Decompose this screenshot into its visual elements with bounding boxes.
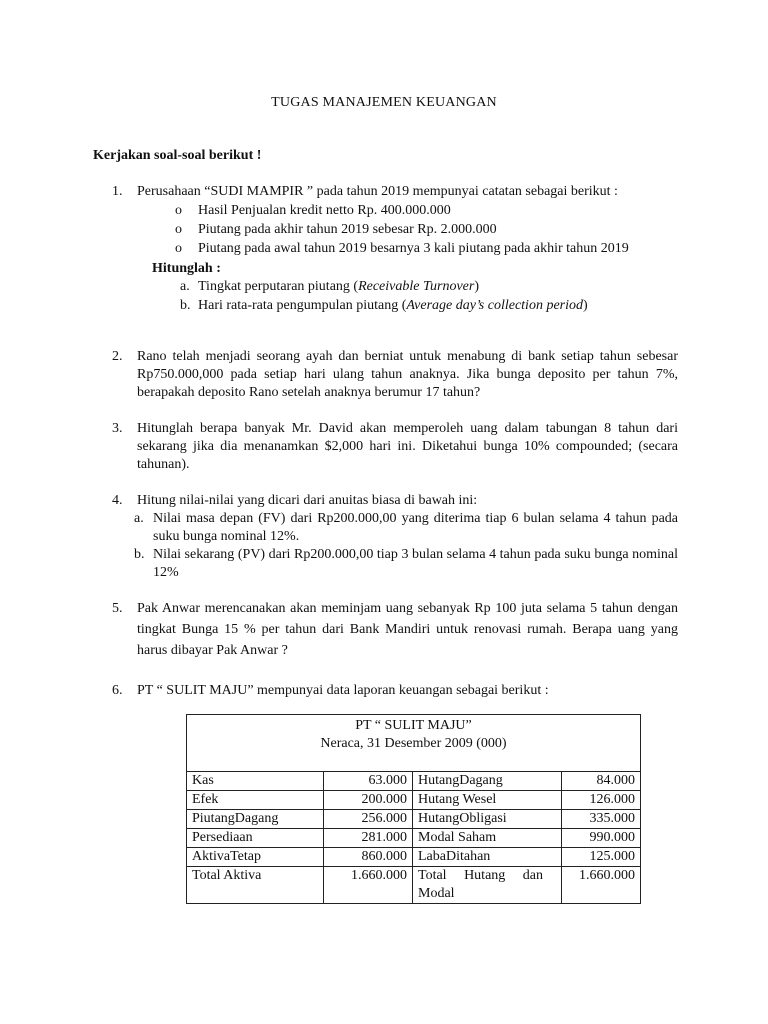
liability-label: Hutang Wesel	[413, 791, 562, 810]
table-row	[187, 772, 641, 791]
liability-value: 335.000	[562, 810, 641, 829]
table-row	[187, 791, 641, 810]
document-title: TUGAS MANAJEMEN KEUANGAN	[271, 95, 497, 110]
hitunglah-label: Hitunglah :	[152, 261, 221, 276]
total-liabilities-value: 1.660.000	[562, 867, 641, 904]
list-item	[180, 297, 588, 316]
total-assets-value: 1.660.000	[324, 867, 413, 904]
question-number: 4.	[112, 493, 123, 508]
item-letter: a.	[180, 279, 190, 294]
question-text: Perusahaan “SUDI MAMPIR ” pada tahun 2019 mempunyai catatan sebagai berikut :	[137, 184, 618, 199]
question-4	[112, 492, 678, 510]
asset-value: 256.000	[324, 810, 413, 829]
liability-value: 84.000	[562, 772, 641, 791]
asset-value: 200.000	[324, 791, 413, 810]
question-number: 1.	[112, 184, 123, 199]
question-2	[112, 348, 678, 402]
list-item	[134, 510, 678, 546]
asset-label: Efek	[187, 791, 324, 810]
q1-task-list	[180, 278, 588, 316]
item-text: Nilai masa depan (FV) dari Rp200.000,00 yang diterima tiap 6 bulan selama 4 tahun pada suku bunga nominal 12%.	[153, 511, 678, 544]
question-5	[112, 598, 678, 661]
list-item-text: Hasil Penjualan kredit netto Rp. 400.000.000	[198, 203, 451, 218]
instruction-heading: Kerjakan soal-soal berikut !	[93, 148, 262, 163]
question-number: 6.	[112, 683, 123, 698]
list-item	[175, 202, 629, 221]
asset-value: 281.000	[324, 829, 413, 848]
question-text: Hitunglah berapa banyak Mr. David akan memperoleh uang dalam tabungan 8 tahun dari sekarang jika dia menanamkan $2,000 hari ini. Diketahui bunga 10% compounded; (secara tahunan).	[137, 421, 678, 472]
question-text: PT “ SULIT MAJU” mempunyai data laporan keuangan sebagai berikut :	[137, 683, 549, 698]
item-text-end: )	[474, 279, 479, 294]
table-row	[187, 810, 641, 829]
asset-label: Persediaan	[187, 829, 324, 848]
question-text: Hitung nilai-nilai yang dicari dari anuitas biasa di bawah ini:	[137, 493, 478, 508]
bullet-icon: o	[175, 222, 182, 237]
item-letter: b.	[134, 547, 145, 562]
asset-value: 860.000	[324, 848, 413, 867]
liability-label: HutangDagang	[413, 772, 562, 791]
question-number: 5.	[112, 601, 123, 616]
question-1	[112, 183, 678, 201]
table-row	[187, 829, 641, 848]
asset-label: Kas	[187, 772, 324, 791]
list-item-text: Piutang pada awal tahun 2019 besarnya 3 kali piutang pada akhir tahun 2019	[198, 241, 629, 256]
question-number: 2.	[112, 349, 123, 364]
list-item	[180, 278, 588, 297]
table-header-row	[187, 715, 641, 772]
item-italic-term: Receivable Turnover	[358, 279, 475, 294]
table-subtitle: Neraca, 31 Desember 2009 (000)	[320, 736, 507, 751]
total-label-line: Modal	[418, 886, 455, 901]
asset-value: 63.000	[324, 772, 413, 791]
bullet-icon: o	[175, 241, 182, 256]
bullet-icon: o	[175, 203, 182, 218]
item-text: Tingkat perputaran piutang (	[198, 279, 359, 294]
question-text: Pak Anwar merencanakan akan meminjam uang sebanyak Rp 100 juta selama 5 tahun dengan tingkat Bunga 15 % per tahun dari Bank Mandiri untuk renovasi rumah. Berapa uang yang harus dibayar Pak Anwar ?	[137, 601, 678, 658]
question-3	[112, 420, 678, 474]
list-item	[175, 240, 629, 259]
asset-label: AktivaTetap	[187, 848, 324, 867]
item-letter: b.	[180, 298, 191, 313]
total-label-line: Total Hutang dan	[418, 868, 543, 883]
item-italic-term: Average day’s collection period	[406, 298, 583, 313]
liability-label: Modal Saham	[413, 829, 562, 848]
liability-label: LabaDitahan	[413, 848, 562, 867]
item-text-end: )	[583, 298, 588, 313]
balance-sheet-table	[186, 714, 641, 904]
asset-label: PiutangDagang	[187, 810, 324, 829]
list-item	[175, 221, 629, 240]
question-6	[112, 682, 678, 700]
table-row	[187, 848, 641, 867]
item-text: Nilai sekarang (PV) dari Rp200.000,00 tiap 3 bulan selama 4 tahun pada suku bunga nominal 12%	[153, 547, 678, 580]
liability-value: 126.000	[562, 791, 641, 810]
total-assets-label: Total Aktiva	[187, 867, 324, 904]
item-letter: a.	[134, 511, 144, 526]
q1-bullet-list	[175, 202, 629, 259]
question-text: Rano telah menjadi seorang ayah dan berniat untuk menabung di bank setiap tahun sebesar Rp750.000,000 pada setiap hari ulang tahun anaknya. Jika bunga deposito per tahun 7%, berapakah deposito Rano setelah anaknya berumur 17 tahun?	[137, 349, 678, 400]
table-total-row	[187, 867, 641, 904]
question-number: 3.	[112, 421, 123, 436]
table-company-name: PT “ SULIT MAJU”	[355, 718, 472, 733]
liability-value: 125.000	[562, 848, 641, 867]
liability-label: HutangObligasi	[413, 810, 562, 829]
total-liabilities-label	[413, 867, 562, 904]
list-item	[134, 546, 678, 582]
item-text: Hari rata-rata pengumpulan piutang (	[198, 298, 407, 313]
q4-sub-list	[134, 510, 678, 582]
list-item-text: Piutang pada akhir tahun 2019 sebesar Rp. 2.000.000	[198, 222, 497, 237]
table-header-cell	[187, 715, 641, 772]
liability-value: 990.000	[562, 829, 641, 848]
